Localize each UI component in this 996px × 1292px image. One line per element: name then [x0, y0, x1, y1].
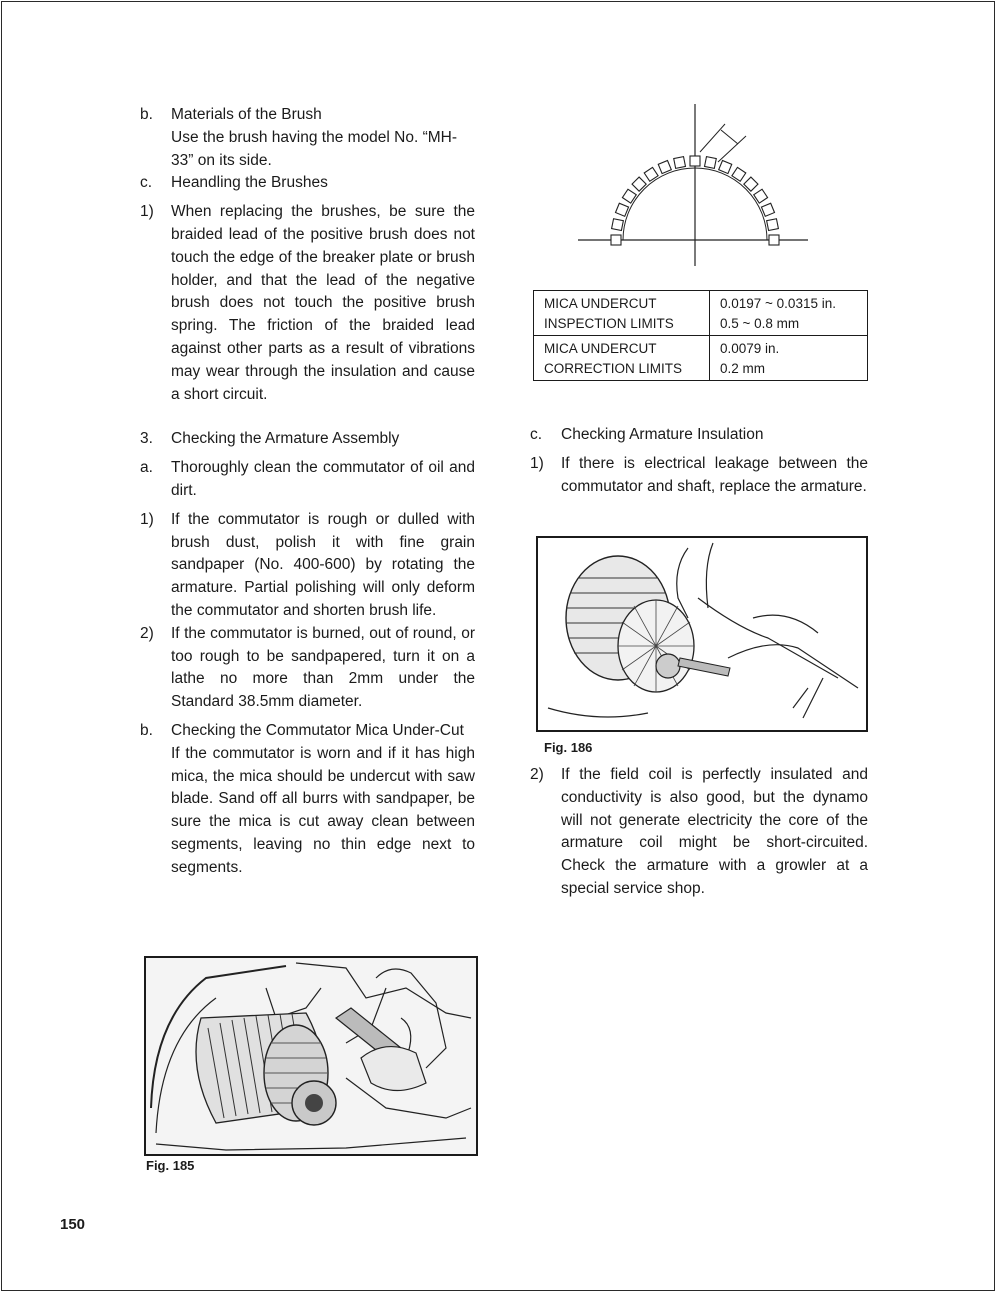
mica-gap-arrow: [718, 136, 746, 162]
row-label: MICA UNDERCUT: [544, 296, 657, 311]
table-cell: [710, 336, 868, 381]
checking-armature-heading: [140, 428, 475, 451]
handling-brushes-item: [140, 172, 475, 195]
commutator-segment: [612, 219, 624, 231]
commutator-mica-diagram: [578, 104, 810, 270]
item-title: Checking the Armature Assembly: [171, 430, 400, 448]
row-value: 0.2 mm: [720, 360, 766, 376]
commutator-segment: [674, 157, 686, 169]
item-marker: 3.: [140, 430, 153, 448]
commutator-segment: [719, 160, 732, 173]
table-cell: [710, 291, 868, 336]
replacing-brushes-item: [140, 201, 475, 406]
item-text: If the commutator is rough or dulled with brush dust, polish it with fine grain sandpaper (No. 400-600) by rotating the armature. Partial polishing will only deform the commutator and shorten brush life.: [171, 510, 475, 619]
mica-gap-arrow: [700, 124, 725, 152]
row-label: MICA UNDERCUT: [544, 341, 657, 356]
fig-185-photo: [144, 956, 478, 1156]
item-title: Heandling the Brushes: [171, 174, 328, 192]
checking-insulation-item: [530, 424, 868, 447]
commutator-segment: [690, 156, 700, 166]
item-text: Use the brush having the model No. “MH-33” on its side.: [171, 128, 458, 169]
right-column: [530, 424, 868, 498]
item-marker: c.: [140, 174, 153, 192]
row-label: INSPECTION LIMITS: [544, 315, 674, 331]
field-coil-text-block: [530, 764, 868, 901]
row-value: 0.0079 in.: [720, 341, 780, 356]
commutator-segment: [705, 157, 717, 169]
item-text: When replacing the brushes, be sure the braided lead of the positive brush does not touch the edge of the breaker plate or brush holder, and that the lead of the negative brush does not touch the positive brush spring. The friction of the braided lead against other parts as a result of vibrations may wear through the insulation and cause a short circuit.: [171, 203, 475, 403]
materials-of-brush-item: [140, 104, 475, 172]
item-marker: 1): [140, 203, 154, 221]
commutator-segment: [658, 160, 671, 173]
table-cell: [534, 336, 710, 381]
row-value: 0.0197 ~ 0.0315 in.: [720, 296, 836, 311]
clean-commutator-item: [140, 457, 475, 503]
item-title: Checking Armature Insulation: [561, 426, 764, 443]
item-title: Materials of the Brush: [171, 106, 322, 123]
leakage-item: [530, 453, 868, 499]
item-text: If the commutator is burned, out of round, or too rough to be sandpapered, turn it on a lathe no more than 2mm under the Standard 38.5mm diameter.: [171, 624, 475, 711]
item-text: If there is electrical leakage between the commutator and shaft, replace the armature.: [561, 454, 868, 495]
commutator-segment: [767, 219, 779, 231]
commutator-segment: [769, 235, 779, 245]
armature-insulation-test-illustration: [538, 538, 866, 730]
left-column: [140, 104, 475, 880]
item-marker: a.: [140, 459, 153, 477]
commutator-segment: [611, 235, 621, 245]
table-row: [534, 336, 868, 381]
item-text: Thoroughly clean the commutator of oil and dirt.: [171, 459, 475, 499]
row-label: CORRECTION LIMITS: [544, 360, 683, 376]
item-marker: 1): [140, 510, 154, 528]
fig-186-caption: Fig. 186: [544, 740, 593, 755]
item-marker: c.: [530, 426, 543, 443]
mica-undercut-item: [140, 720, 475, 880]
mica-undercut-table: [533, 290, 868, 381]
field-coil-item: [530, 764, 868, 901]
item-marker: 1): [530, 454, 544, 472]
item-marker: 2): [530, 766, 544, 783]
item-text: If the commutator is worn and if it has high mica, the mica should be undercut with saw blade. Sand off all burrs with sandpaper, be sure the mica is cut away clean between segments, leaving no thin edge next to segments.: [171, 744, 475, 876]
item-marker: 2): [140, 624, 154, 642]
rough-commutator-item: [140, 509, 475, 623]
dimension-line: [721, 130, 738, 144]
commutator-segment: [615, 203, 628, 216]
item-title: Checking the Commutator Mica Under-Cut: [171, 721, 464, 739]
item-marker: b.: [140, 721, 153, 739]
item-marker: b.: [140, 106, 153, 123]
commutator-segment: [761, 203, 774, 216]
fig-185-caption: Fig. 185: [146, 1158, 195, 1173]
item-text: If the field coil is perfectly insulated and conductivity is also good, but the dynamo will not generate electricity the core of the armature coil might be short-circuited. Check the armature with a growler at a special service shop.: [561, 766, 868, 897]
row-value: 0.5 ~ 0.8 mm: [720, 315, 800, 331]
burned-commutator-item: [140, 623, 475, 714]
table-row: [534, 291, 868, 336]
armature-sanding-illustration: [146, 958, 476, 1154]
fig-186-photo: [536, 536, 868, 732]
page-number: 150: [60, 1216, 86, 1233]
table-cell: [534, 291, 710, 336]
